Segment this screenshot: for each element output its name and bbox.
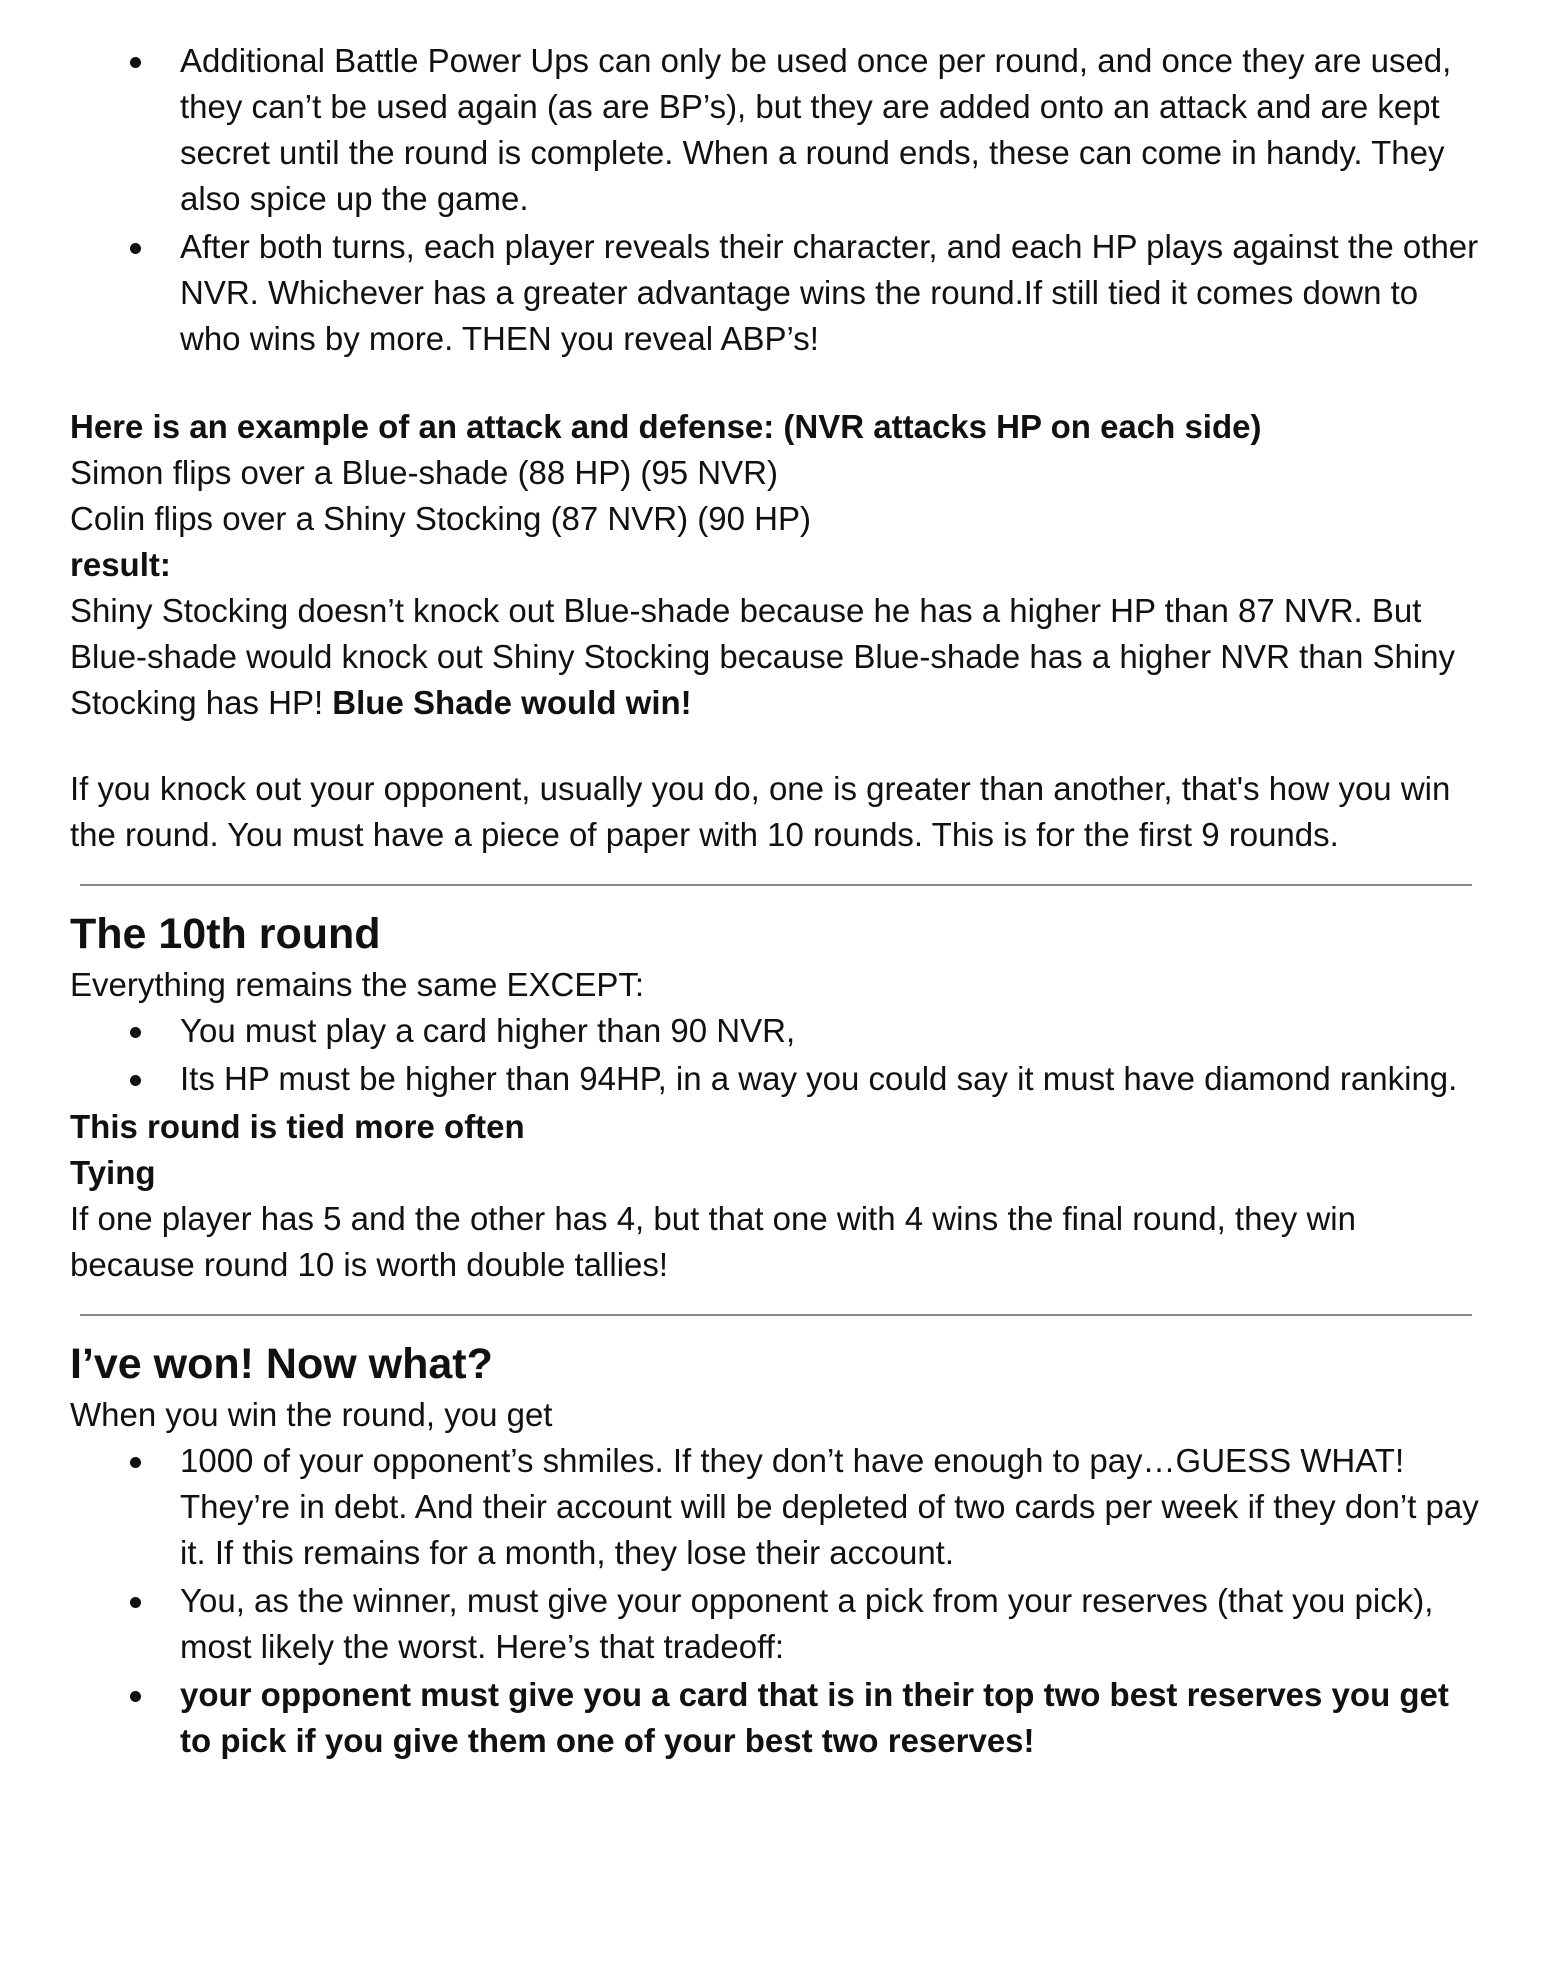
bullet-dot xyxy=(130,243,141,254)
list-item-text: You must play a card higher than 90 NVR, xyxy=(180,1012,796,1049)
tying-paragraph: If one player has 5 and the other has 4, but that one with 4 wins the final round, they win because round 10 is worth double tallies! xyxy=(70,1200,1356,1283)
example-heading: Here is an example of an attack and defense: (NVR attacks HP on each side) xyxy=(70,408,1262,445)
tenth-round-heading: The 10th round xyxy=(70,910,381,958)
bullet-dot xyxy=(130,1027,141,1038)
list-item xyxy=(180,1672,1482,1764)
example-line-colin: Colin flips over a Shiny Stocking (87 NVR) (90 HP) xyxy=(70,500,811,537)
knockout-paragraph: If you knock out your opponent, usually you do, one is greater than another, that's how you win the round. You must have a piece of paper with 10 rounds. This is for the first 9 rounds. xyxy=(70,770,1451,853)
divider xyxy=(80,1314,1472,1316)
list-item-text: After both turns, each player reveals their character, and each HP plays against the other NVR. Whichever has a greater advantage wins the round.If still tied it comes down to who wins by more. THEN you reveal ABP’s! xyxy=(180,228,1479,357)
list-item xyxy=(180,1008,1482,1054)
won-bullet-list xyxy=(70,1438,1482,1764)
result-label: result: xyxy=(70,546,171,583)
list-item-text: You, as the winner, must give your opponent a pick from your reserves (that you pick), most likely the worst. Here’s that tradeoff: xyxy=(180,1582,1434,1665)
bullet-dot xyxy=(130,1075,141,1086)
won-heading: I’ve won! Now what? xyxy=(70,1340,493,1388)
tenth-round-intro: Everything remains the same EXCEPT: xyxy=(70,966,645,1003)
list-item-text: your opponent must give you a card that is in their top two best reserves you get to pick if you give them one of your best two reserves! xyxy=(180,1676,1449,1759)
bullet-dot xyxy=(130,1691,141,1702)
bullet-dot xyxy=(130,57,141,68)
divider xyxy=(80,884,1472,886)
bullet-dot xyxy=(130,1457,141,1468)
tenth-round-bullet-list xyxy=(70,1008,1482,1102)
example-line-simon: Simon flips over a Blue-shade (88 HP) (95 NVR) xyxy=(70,454,778,491)
list-item xyxy=(180,1438,1482,1576)
list-item-text: 1000 of your opponent’s shmiles. If they don’t have enough to pay…GUESS WHAT! They’re in debt. And their account will be depleted of two cards per week if they don’t pay it. If this remains for a month, they lose their account. xyxy=(180,1442,1479,1571)
list-item-text: Its HP must be higher than 94HP, in a way you could say it must have diamond ranking. xyxy=(180,1060,1458,1097)
list-item xyxy=(180,1578,1482,1670)
list-item xyxy=(180,224,1482,362)
top-bullet-list xyxy=(70,38,1482,362)
list-item xyxy=(180,1056,1482,1102)
won-intro: When you win the round, you get xyxy=(70,1396,553,1433)
list-item-text: Additional Battle Power Ups can only be used once per round, and once they are used, they can’t be used again (as are BP’s), but they are added onto an attack and are kept secret until the round is complete. When a round ends, these can come in handy. They also spice up the game. xyxy=(180,42,1452,217)
result-bold-text: Blue Shade would win! xyxy=(332,684,692,721)
result-paragraph xyxy=(70,588,1482,726)
tied-note: This round is tied more often xyxy=(70,1108,525,1145)
result-text: Shiny Stocking doesn’t knock out Blue-shade because he has a higher HP than 87 NVR. But Blue-shade would knock out Shiny Stocking because Blue-shade has a higher NVR than Shiny Stocking has HP! xyxy=(70,592,1456,721)
bullet-dot xyxy=(130,1597,141,1608)
list-item xyxy=(180,38,1482,222)
tying-label: Tying xyxy=(70,1154,156,1191)
